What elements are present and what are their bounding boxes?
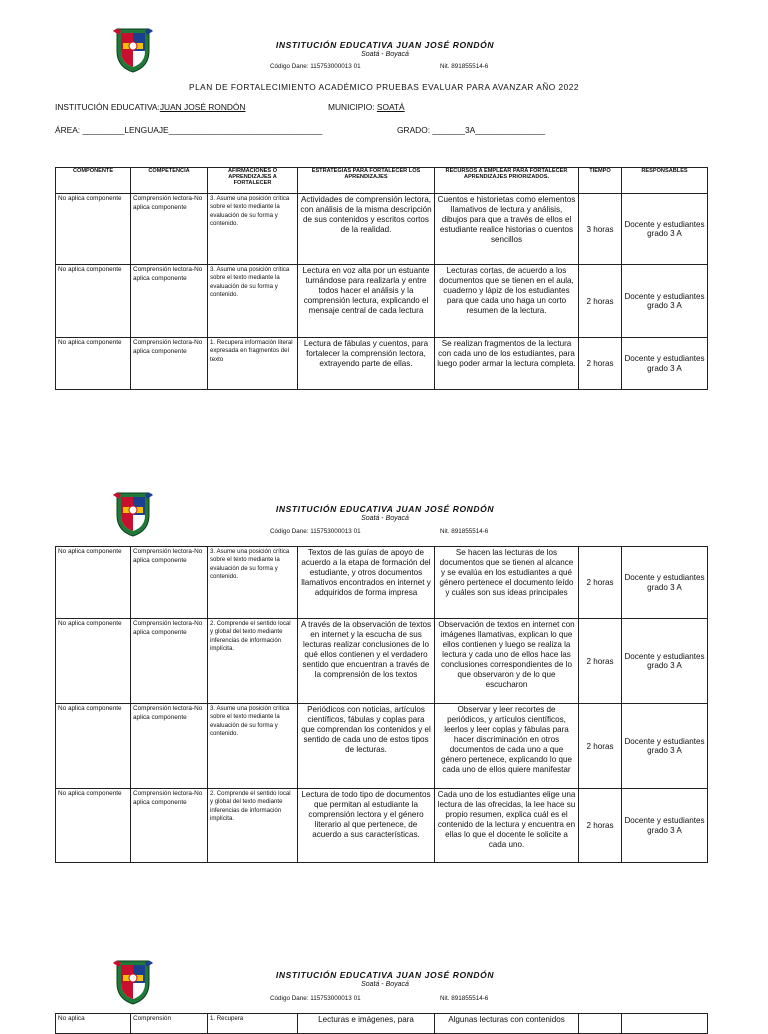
cell-estrategia: Lectura de fábulas y cuentos, para fortalecer la comprensión lectora, extrayendo parte de ellas. xyxy=(298,338,435,390)
municipio-value: SOATÁ xyxy=(376,102,405,112)
cell-afirmacion: 3. Asume una posición crítica sobre el texto mediante la evaluación de su forma y contenido. xyxy=(208,194,298,265)
cell-estrategia: A través de la observación de textos en internet y la escucha de sus lecturas realizar conclusiones de lo qué ellos contienen y el verdadero sentido que encuentran a través de la comprensión de los textos xyxy=(298,619,435,704)
cell-tiempo: 2 horas xyxy=(579,704,622,789)
cell-recursos: Se realizan fragmentos de la lectura con cada uno de los estudiantes, para luego poder armar la lectura completa. xyxy=(435,338,579,390)
table-header-row xyxy=(56,168,708,194)
nit-code: Nit. 891855514-6 xyxy=(440,528,489,535)
cell-recursos: Se hacen las lecturas de los documentos que se tienen al alcance y se evalúa en los estudiantes a qué género pertenece el documento leído y cuáles son sus ideas principales xyxy=(435,547,579,619)
institution-codes xyxy=(270,528,510,535)
cell-recursos: Cada uno de los estudiantes elige una lectura de las ofrecidas, la lee hace su propio resumen, explica cuál es el contenido de la lectura y encuentra en ellas lo que el docente le solicite a cada uno. xyxy=(435,789,579,863)
institution-town: Soatá - Boyacá xyxy=(361,51,409,58)
institution-town: Soatá - Boyacá xyxy=(361,981,409,988)
cell-componente: No aplica componente xyxy=(56,704,131,789)
cell-responsables: Docente y estudiantes grado 3 A xyxy=(622,338,708,390)
cell-recursos: Cuentos e historietas como elementos llamativos de lectura y análisis, dibujos para que a través de ellos el estudiante realice historias o cuentos sencillos xyxy=(435,194,579,265)
dane-code: Código Dane: 115753000013 01 xyxy=(270,528,361,535)
cell-responsables: Docente y estudiantes grado 3 A xyxy=(622,789,708,863)
plan-table-page-2 xyxy=(55,546,708,863)
school-crest-logo xyxy=(113,25,153,73)
grado-value: _______3A_______________ xyxy=(432,125,546,135)
cell-competencia: Comprensión lectora-No aplica componente xyxy=(131,789,208,863)
cell-competencia: Comprensión xyxy=(131,1014,208,1034)
cell-responsables: Docente y estudiantes grado 3 A xyxy=(622,619,708,704)
table-row xyxy=(56,619,708,704)
cell-competencia: Comprensión lectora-No aplica componente xyxy=(131,704,208,789)
dane-code: Código Dane: 115753000013 01 xyxy=(270,63,361,70)
municipio-field xyxy=(328,102,405,112)
cell-estrategia: Lectura en voz alta por un estuante turnándose para realizarla y entre todos hacer el análisis y la comprensión lectura, explicando el mensaje central de cada lectura xyxy=(298,265,435,338)
cell-estrategia: Periódicos con noticias, artículos científicos, fábulas y coplas para que comprendan los contenidos y el sentido de cada uno de estos tipos de lecturas. xyxy=(298,704,435,789)
institution-name: INSTITUCIÓN EDUCATIVA JUAN JOSÉ RONDÓN xyxy=(275,970,495,980)
cell-responsables: Docente y estudiantes grado 3 A xyxy=(622,547,708,619)
cell-afirmacion: 1. Recupera información literal expresada en fragmentos del texto xyxy=(208,338,298,390)
cell-componente: No aplica xyxy=(56,1014,131,1034)
cell-competencia: Comprensión lectora-No aplica componente xyxy=(131,619,208,704)
institution-codes xyxy=(270,63,510,70)
cell-afirmacion: 3. Asume una posición crítica sobre el texto mediante la evaluación de su forma y contenido. xyxy=(208,265,298,338)
table-row xyxy=(56,789,708,863)
table-row xyxy=(56,704,708,789)
page-header xyxy=(180,504,590,522)
school-crest-logo xyxy=(113,489,153,537)
grado-label: GRADO: xyxy=(397,125,431,135)
table-row xyxy=(56,547,708,619)
nit-code: Nit. 891855514-6 xyxy=(440,995,489,1002)
dane-code: Código Dane: 115753000013 01 xyxy=(270,995,361,1002)
cell-tiempo: 2 horas xyxy=(579,265,622,338)
table-row xyxy=(56,194,708,265)
institution-label: INSTITUCIÓN EDUCATIVA: xyxy=(55,102,160,112)
header-recursos: RECURSOS A EMPLEAR PARA FORTALECER APRENDIZAJES PRIORIZADOS. xyxy=(435,168,579,194)
cell-responsables: Docente y estudiantes grado 3 A xyxy=(622,265,708,338)
page-header xyxy=(180,40,590,58)
plan-table-page-1 xyxy=(55,167,708,390)
nit-code: Nit. 891855514-6 xyxy=(440,63,489,70)
cell-recursos: Lecturas cortas, de acuerdo a los documentos que se tienen en el aula, cuaderno y lápiz de los estudiantes para que cada uno haga un corto resumen de la lectura. xyxy=(435,265,579,338)
header-estrategias: ESTRATEGIAS PARA FORTALECER LOS APRENDIZAJES xyxy=(298,168,435,194)
cell-tiempo: 2 horas xyxy=(579,619,622,704)
cell-competencia: Comprensión lectora-No aplica componente xyxy=(131,547,208,619)
area-label: ÁREA: xyxy=(55,125,81,135)
header-tiempo: TIEMPO xyxy=(579,168,622,194)
cell-afirmacion: 2. Comprende el sentido local y global del texto mediante inferencias de información implícita. xyxy=(208,619,298,704)
cell-estrategia: Actividades de comprensión lectora, con análisis de la misma descripción de sus contenidos y escritos cortos de la realidad. xyxy=(298,194,435,265)
cell-estrategia: Lecturas e imágenes, para xyxy=(298,1014,435,1034)
cell-afirmacion: 1. Recupera xyxy=(208,1014,298,1034)
cell-componente: No aplica componente xyxy=(56,338,131,390)
institution-name: INSTITUCIÓN EDUCATIVA JUAN JOSÉ RONDÓN xyxy=(275,504,495,514)
institution-codes xyxy=(270,995,510,1002)
school-crest-logo xyxy=(113,957,153,1005)
cell-afirmacion: 3. Asume una posición crítica sobre el texto mediante la evaluación de su forma y contenido. xyxy=(208,547,298,619)
table-row xyxy=(56,338,708,390)
table-row xyxy=(56,265,708,338)
cell-tiempo: 2 horas xyxy=(579,547,622,619)
cell-componente: No aplica componente xyxy=(56,789,131,863)
cell-recursos: Observación de textos en internet con imágenes llamativas, explican lo que ellos contienen y luego se realiza la lectura y cada uno de ellos hace las conclusiones correspondientes de lo que observaron y de lo que escucharon xyxy=(435,619,579,704)
cell-recursos: Algunas lecturas con contenidos xyxy=(435,1014,579,1034)
cell-afirmacion: 2. Comprende el sentido local y global del texto mediante inferencias de información implícita. xyxy=(208,789,298,863)
cell-responsables: Docente y estudiantes grado 3 A xyxy=(622,194,708,265)
cell-competencia: Comprensión lectora-No aplica componente xyxy=(131,338,208,390)
cell-componente: No aplica componente xyxy=(56,547,131,619)
cell-tiempo: 3 horas xyxy=(579,194,622,265)
header-responsables: RESPONSABLES xyxy=(622,168,708,194)
document-page-1 xyxy=(0,0,768,400)
cell-componente: No aplica componente xyxy=(56,194,131,265)
cell-responsables: Docente y estudiantes grado 3 A xyxy=(622,704,708,789)
grado-field xyxy=(397,125,545,135)
cell-recursos: Observar y leer recortes de periódicos, y artículos científicos, leerlos y leer coplas y fábulas para hacer discriminación en otros documentos de cada uno a que género pertenece, explicando lo que cada uno de ellos quiere manifestar xyxy=(435,704,579,789)
cell-afirmacion: 3. Asume una posición crítica sobre el texto mediante la evaluación de su forma y contenido. xyxy=(208,704,298,789)
header-competencia: COMPETENCIA xyxy=(131,168,208,194)
area-value: _________LENGUAJE_________________________________ xyxy=(82,125,323,135)
page-header xyxy=(180,970,590,988)
header-componente: COMPONENTE xyxy=(56,168,131,194)
cell-tiempo: 2 horas xyxy=(579,789,622,863)
header-afirmaciones: AFIRMACIONES O APRENDIZAJES A FORTALECER xyxy=(208,168,298,194)
cell-tiempo: 2 horas xyxy=(579,338,622,390)
institution-name: INSTITUCIÓN EDUCATIVA JUAN JOSÉ RONDÓN xyxy=(275,40,495,50)
cell-componente: No aplica componente xyxy=(56,265,131,338)
area-field xyxy=(55,125,322,135)
municipio-label: MUNICIPIO: xyxy=(328,102,375,112)
cell-competencia: Comprensión lectora-No aplica componente xyxy=(131,194,208,265)
cell-competencia: Comprensión lectora-No aplica componente xyxy=(131,265,208,338)
cell-estrategia: Textos de las guías de apoyo de acuerdo a la etapa de formación del estudiante, y otros documentos llamativos encontrados en internet y adquiridos de forma impresa xyxy=(298,547,435,619)
institution-town: Soatá - Boyacá xyxy=(361,515,409,522)
institution-field xyxy=(55,102,245,112)
cell-componente: No aplica componente xyxy=(56,619,131,704)
institution-value: JUAN JOSÉ RONDÓN xyxy=(159,102,246,112)
cell-estrategia: Lectura de todo tipo de documentos que permitan al estudiante la comprensión lectora y el género literario al que pertenece, de acuerdo a sus características. xyxy=(298,789,435,863)
plan-title: PLAN DE FORTALECIMIENTO ACADÉMICO PRUEBAS EVALUAR PARA AVANZAR AÑO 2022 xyxy=(189,82,579,92)
